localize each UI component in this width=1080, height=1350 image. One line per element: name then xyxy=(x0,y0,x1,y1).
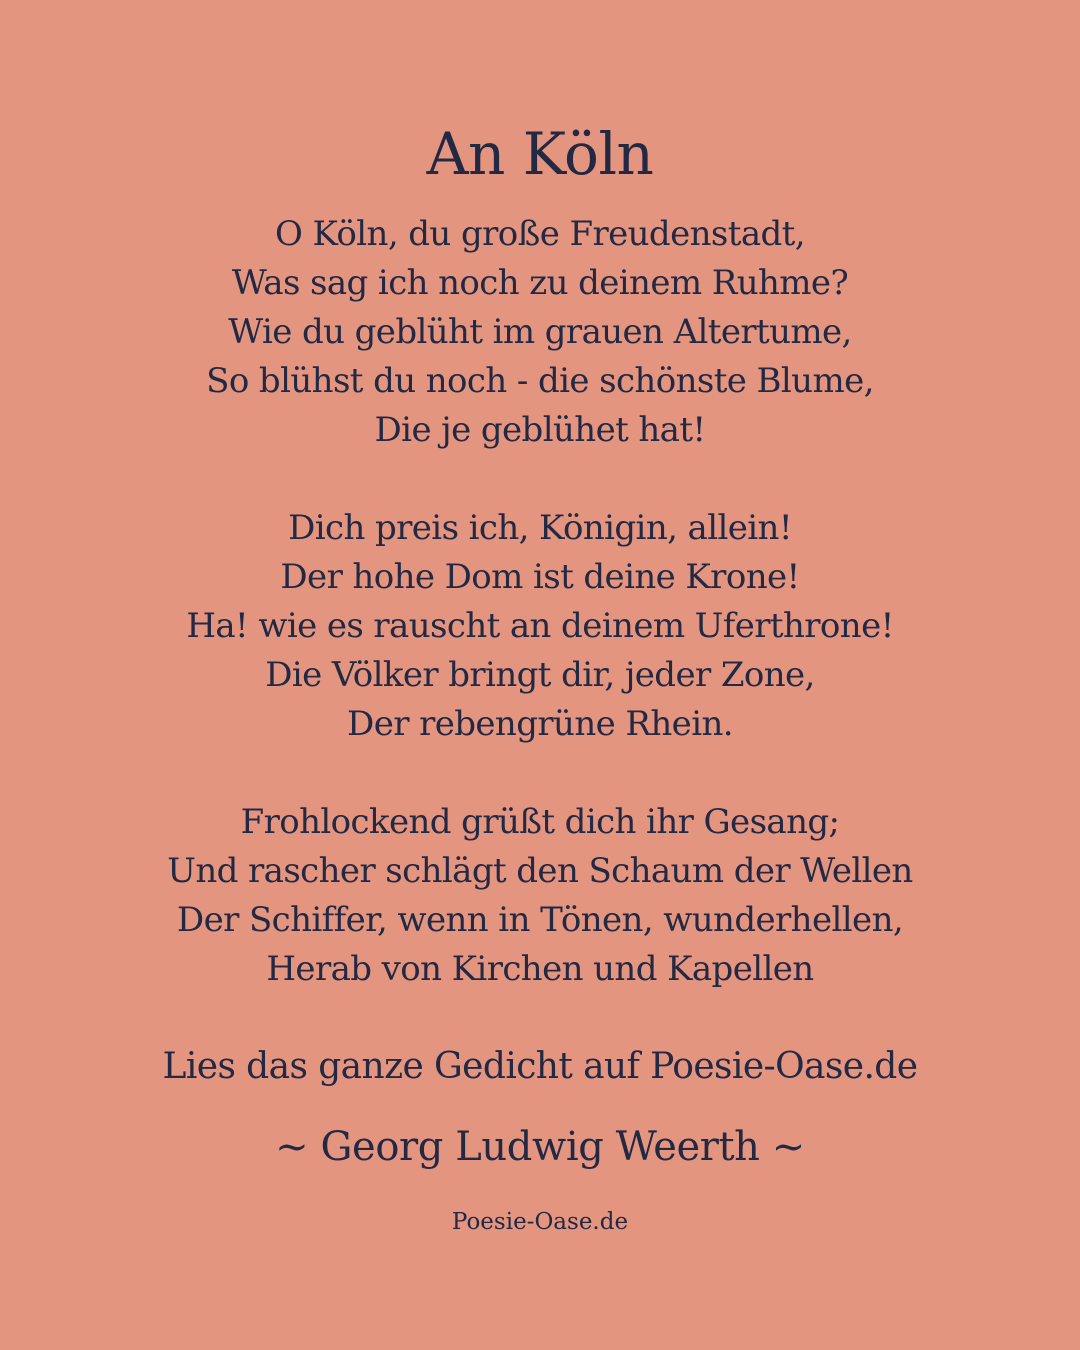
poem-line: Und rascher schlägt den Schaum der Wellen xyxy=(167,851,913,891)
poem-line: Frohlockend grüßt dich ihr Gesang; xyxy=(240,802,840,842)
stanza-2 xyxy=(0,504,1080,749)
poem-line: So blühst du noch - die schönste Blume, xyxy=(206,361,874,401)
poem-author: ~ Georg Ludwig Weerth ~ xyxy=(275,1124,805,1170)
poem-line: Was sag ich noch zu deinem Ruhme? xyxy=(231,263,849,303)
stanza-3 xyxy=(0,798,1080,994)
poem-line: Der hohe Dom ist deine Krone! xyxy=(280,557,800,597)
poem-line: Die Völker bringt dir, jeder Zone, xyxy=(265,655,815,695)
site-brand: Poesie-Oase.de xyxy=(451,1209,629,1235)
poem-line: O Köln, du große Freudenstadt, xyxy=(275,214,805,254)
poem-line: Die je geblühet hat! xyxy=(374,410,706,450)
poem-line: Dich preis ich, Königin, allein! xyxy=(288,508,792,548)
stanza-1 xyxy=(0,210,1080,455)
poem-line: Ha! wie es rauscht an deinem Uferthrone! xyxy=(186,606,894,646)
poem-title: An Köln xyxy=(426,120,654,188)
poem-line: Herab von Kirchen und Kapellen xyxy=(266,949,814,989)
poem-body xyxy=(0,210,1080,1043)
poem-line: Der Schiffer, wenn in Tönen, wunderhellen, xyxy=(176,900,904,940)
poem-line: Wie du geblüht im grauen Altertume, xyxy=(228,312,852,352)
poem-line: Der rebengrüne Rhein. xyxy=(347,704,733,744)
read-more-text: Lies das ganze Gedicht auf Poesie-Oase.de xyxy=(162,1046,918,1087)
